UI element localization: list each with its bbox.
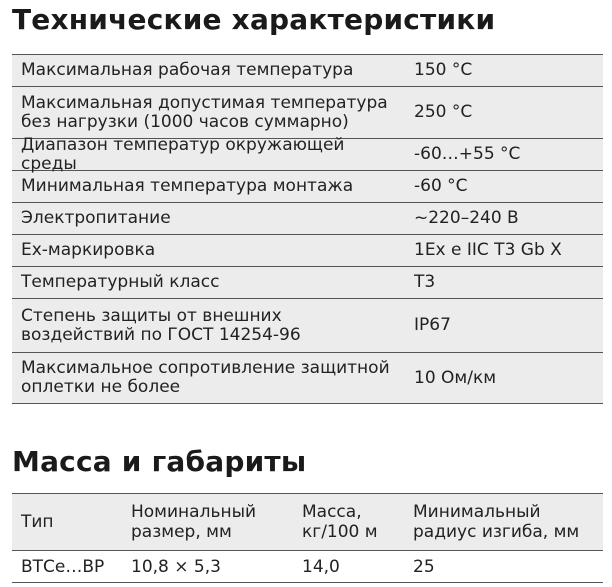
spec-value: 250 °С [414, 102, 473, 122]
mass-title: Масса и габариты [12, 445, 307, 478]
table-row [12, 234, 603, 266]
spec-value: 10 Ом/км [414, 367, 497, 388]
spec-label: Максимальная допустимая температура без нагрузки (1000 часов суммарно) [21, 92, 388, 132]
column-header-bend-radius: Минимальный радиус изгиба, мм [413, 502, 580, 542]
table-row [12, 266, 603, 298]
table-row [12, 551, 603, 583]
column-header-size: Номинальный размер, мм [131, 502, 257, 542]
table-row [12, 202, 603, 234]
column-header-type: Тип [21, 512, 54, 532]
table-row [12, 134, 603, 174]
mass-table [12, 493, 603, 583]
spec-label: Минимальная температура монтажа [21, 176, 354, 196]
spec-label: Максимальная рабочая температура [21, 60, 354, 80]
spec-label: Температурный класс [21, 272, 220, 292]
spec-value: IP67 [414, 315, 451, 335]
spec-label: Максимальное сопротивление защитной оплетки не более [21, 358, 390, 397]
table-row [12, 54, 603, 86]
table-header-row [12, 493, 603, 551]
table-row [12, 298, 603, 352]
table-row [12, 86, 603, 138]
spec-value: 1Ex e IIC T3 Gb X [414, 240, 562, 260]
spec-label: Степень защиты от внешних воздействий по ГОСТ 14254-96 [21, 305, 301, 345]
spec-label: Электропитание [21, 208, 171, 228]
column-header-mass: Масса, кг/100 м [302, 502, 378, 542]
spec-value: ~220–240 В [414, 208, 519, 228]
table-row [12, 170, 603, 202]
spec-value: 150 °С [414, 60, 473, 80]
table-row [12, 352, 603, 404]
cell-type: ВТСе…ВР [21, 556, 105, 577]
specs-table [12, 54, 603, 404]
spec-value: Т3 [414, 272, 436, 292]
cell-size: 10,8 × 5,3 [131, 556, 221, 577]
specs-title: Технические характеристики [12, 3, 496, 36]
spec-label: Ex-маркировка [21, 240, 156, 260]
cell-mass: 14,0 [302, 556, 340, 577]
cell-bend-radius: 25 [413, 556, 435, 577]
spec-label: Диапазон температур окружающей среды [21, 134, 345, 174]
spec-value: -60 °С [414, 176, 468, 196]
spec-value: -60…+55 °С [414, 144, 521, 164]
